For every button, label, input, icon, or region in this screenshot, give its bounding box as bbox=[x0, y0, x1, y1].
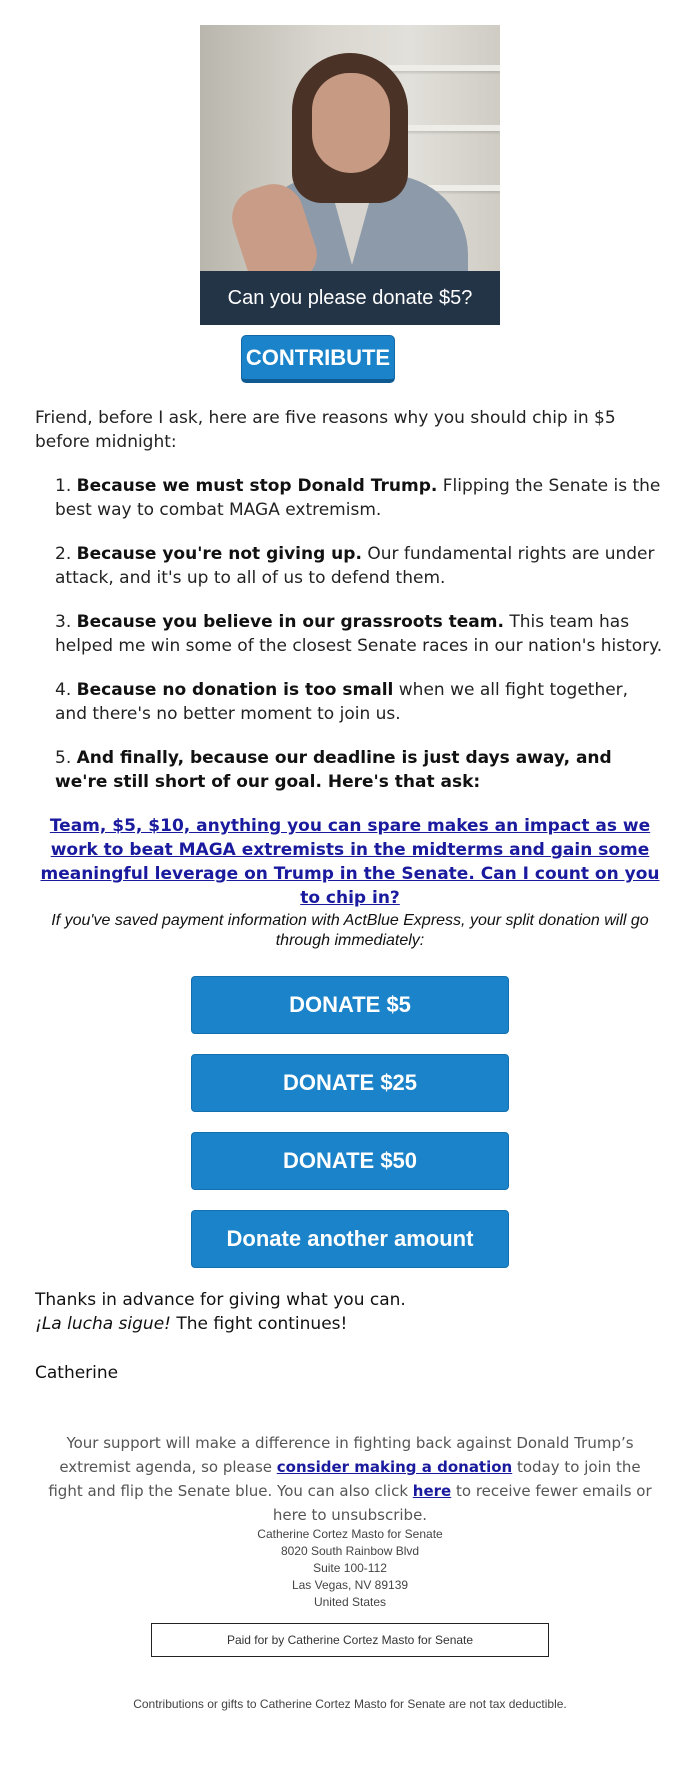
paid-for-disclaimer: Paid for by Catherine Cortez Masto for Senate bbox=[151, 1623, 549, 1657]
bookshelf bbox=[380, 65, 500, 71]
reasons-list bbox=[55, 474, 665, 814]
actblue-express-note: If you've saved payment information with ActBlue Express, your split donation will go through immediately: bbox=[51, 912, 649, 949]
intro-text: Friend, before I ask, here are five reasons why you should chip in $5 before midnight: bbox=[35, 408, 616, 452]
tax-deductible-note: Contributions or gifts to Catherine Cortez Masto for Senate are not tax deductible. bbox=[133, 1697, 567, 1711]
thanks-line: Thanks in advance for giving what you can. bbox=[35, 1290, 406, 1310]
footer-text: Your support will make a difference in fighting back against Donald Trump’s extremist agenda, so please consider making a donation today to join the fight and flip the Senate blue. You can also click here to receive fewer emails or here to unsubscribe. bbox=[48, 1434, 652, 1524]
donate-25-button[interactable]: DONATE $25 bbox=[191, 1054, 509, 1112]
hero-caption: Can you please donate $5? bbox=[227, 286, 473, 309]
thanks-block bbox=[35, 1288, 665, 1336]
lucha-line: ¡La lucha sigue! The fight continues! bbox=[35, 1314, 348, 1334]
speaker-face bbox=[312, 73, 390, 173]
donation-link[interactable]: consider making a donation bbox=[276, 1458, 513, 1476]
hero-caption-bar bbox=[200, 271, 500, 325]
donate-other-amount-button[interactable]: Donate another amount bbox=[191, 1210, 509, 1268]
contribute-button[interactable]: CONTRIBUTE bbox=[241, 335, 395, 383]
reason-item: 4. Because no donation is too small when we all fight together, and there's no better moment to join us. bbox=[55, 680, 629, 724]
mailing-address: Catherine Cortez Masto for Senate 8020 South Rainbow Blvd Suite 100-112 Las Vegas, NV 89139 United States bbox=[257, 1527, 443, 1609]
reason-item: 2. Because you're not giving up. Our fundamental rights are under attack, and it's up to all of us to defend them. bbox=[55, 544, 655, 588]
lucha-italic: ¡La lucha sigue! bbox=[35, 1314, 171, 1334]
fewer-emails-link[interactable]: here bbox=[412, 1482, 452, 1500]
reason-item: 3. Because you believe in our grassroots team. This team has helped me win some of the closest Senate races in our nation's history. bbox=[55, 612, 663, 656]
donate-5-button[interactable]: DONATE $5 bbox=[191, 976, 509, 1034]
signature: Catherine bbox=[35, 1363, 119, 1383]
ask-link[interactable]: Team, $5, $10, anything you can spare makes an impact as we work to beat MAGA extremists in the midterms and gain some meaningful leverage on Trump in the Senate. Can I count on you to chip in? bbox=[40, 816, 660, 908]
hero-video-thumbnail[interactable] bbox=[200, 25, 500, 325]
reason-item: 5. And finally, because our deadline is just days away, and we're still short of our goal. Here's that ask: bbox=[55, 748, 612, 792]
reason-item: 1. Because we must stop Donald Trump. Flipping the Senate is the best way to combat MAGA extremism. bbox=[55, 476, 661, 520]
donate-50-button[interactable]: DONATE $50 bbox=[191, 1132, 509, 1190]
